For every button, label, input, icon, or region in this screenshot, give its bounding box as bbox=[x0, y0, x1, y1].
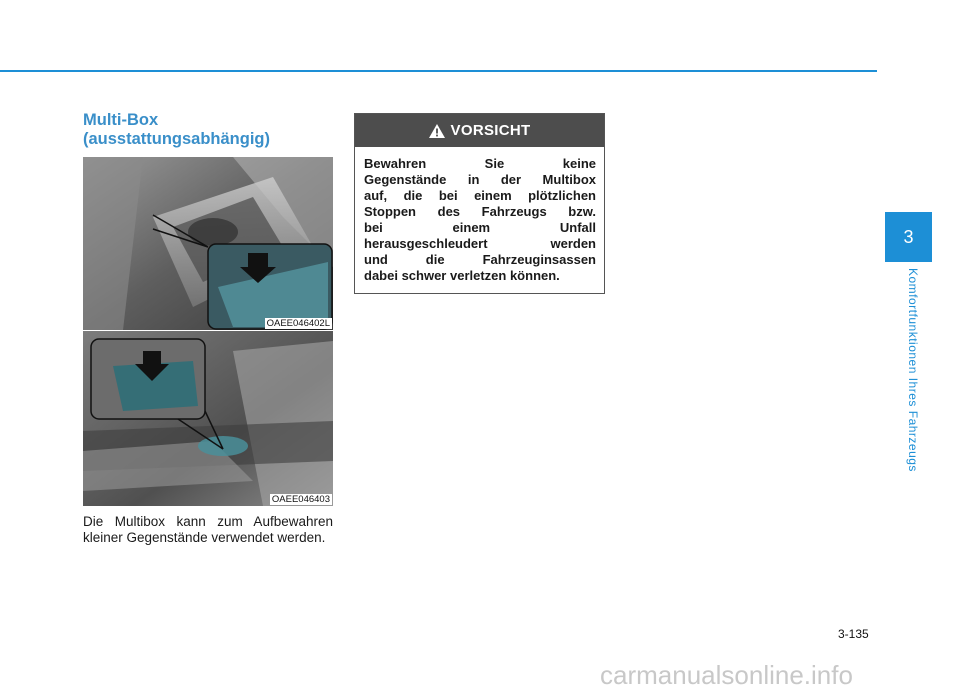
watermark: carmanualsonline.info bbox=[600, 660, 853, 690]
figure-multibox-closed bbox=[83, 157, 333, 330]
caution-title: VORSICHT bbox=[450, 122, 531, 139]
figure-1-illustration bbox=[83, 157, 333, 330]
figure-multibox-open bbox=[83, 331, 333, 506]
caution-header bbox=[355, 114, 604, 147]
caution-box bbox=[354, 113, 605, 294]
caution-line: Stoppen des Fahrzeugs bzw. bbox=[364, 204, 596, 219]
caution-text bbox=[355, 147, 604, 284]
caution-line: dabei schwer verletzen können. bbox=[364, 268, 560, 283]
chapter-tab: 3 bbox=[885, 212, 932, 262]
section-heading-line2: (ausstattungsabhängig) bbox=[83, 130, 271, 148]
section-heading-line1: Multi-Box bbox=[83, 111, 159, 129]
caution-line: Bewahren Sie keine bbox=[364, 156, 596, 171]
chapter-title: Komfortfunktionen Ihres Fahrzeugs bbox=[906, 268, 920, 472]
caution-line: und die Fahrzeuginsassen bbox=[364, 252, 596, 267]
top-rule bbox=[0, 70, 877, 72]
figure-code: OAEE046403 bbox=[271, 494, 330, 505]
warning-icon bbox=[429, 124, 445, 138]
caution-line: bei einem Unfall bbox=[364, 220, 596, 235]
caution-line: auf, die bei einem plötzlichen bbox=[364, 188, 596, 203]
description-text: Die Multibox kann zum Aufbewahren kleiner Gegenstände verwendet werden. bbox=[83, 514, 333, 545]
figure-2-illustration bbox=[83, 331, 333, 506]
section-heading bbox=[83, 111, 343, 149]
page-number: 3-135 bbox=[838, 627, 869, 641]
figure-code: OAEE046402L bbox=[266, 318, 330, 329]
caution-line: herausgeschleudert werden bbox=[364, 236, 596, 251]
caution-line: Gegenstände in der Multibox bbox=[364, 172, 596, 187]
